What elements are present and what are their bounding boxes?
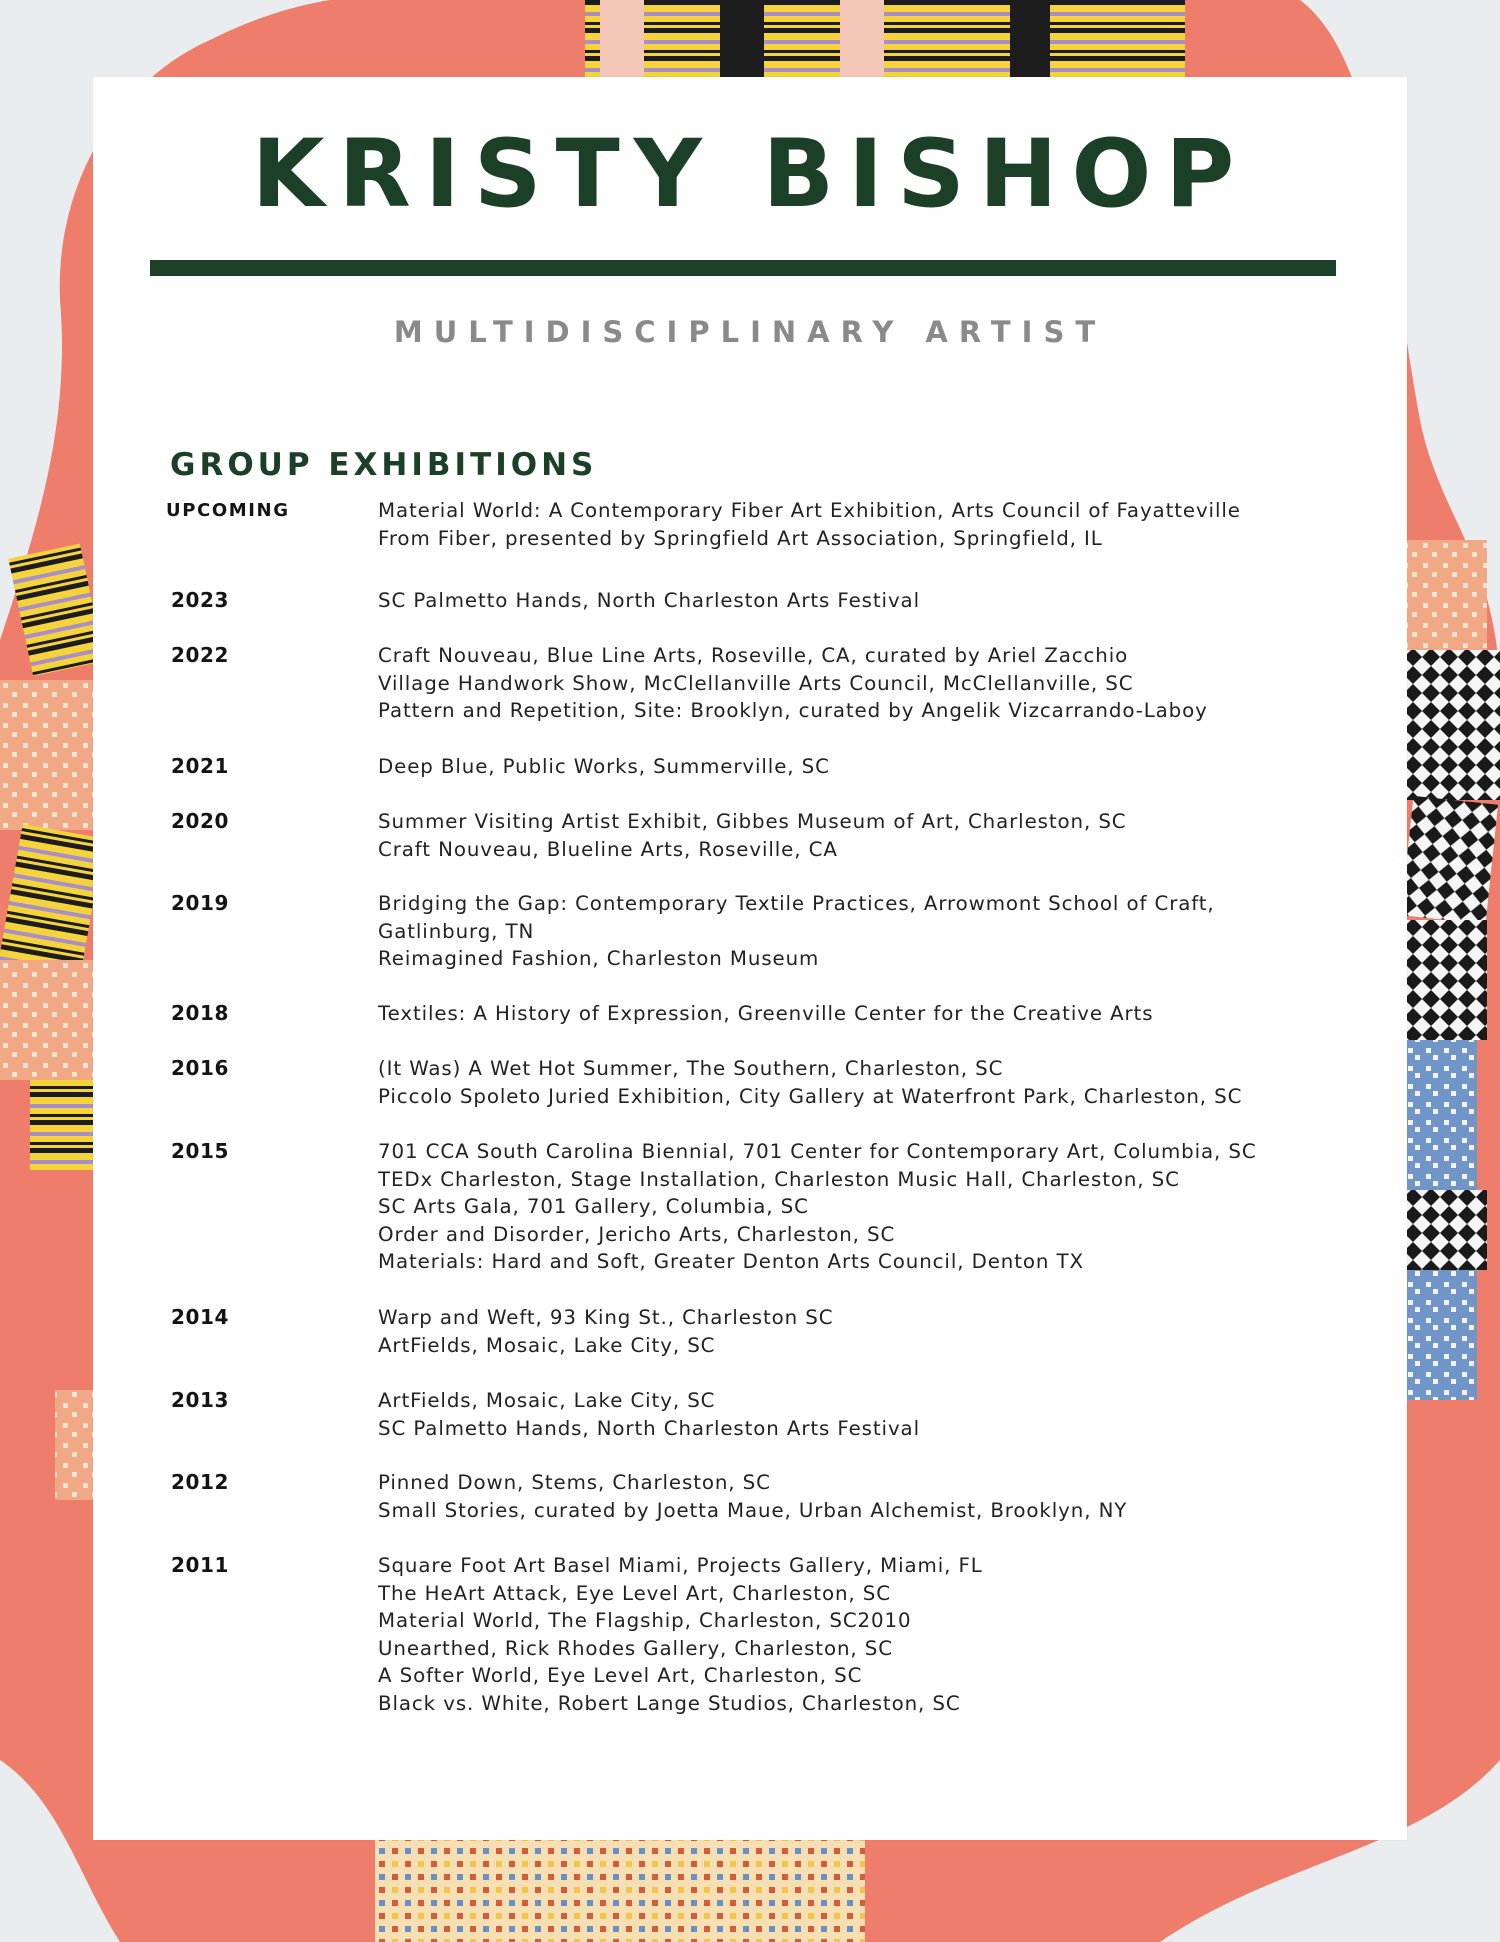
exhibition-entry: Summer Visiting Artist Exhibit, Gibbes Museum of Art, Charleston, SC <box>378 810 1127 833</box>
exhibition-group-2019 <box>378 890 1278 973</box>
exhibition-group-2023 <box>378 587 1278 615</box>
exhibition-group-2011 <box>378 1552 1278 1718</box>
exhibition-entry: Small Stories, curated by Joetta Maue, Urban Alchemist, Brooklyn, NY <box>378 1498 1128 1522</box>
section-title-group-exhibitions: GROUP EXHIBITIONS <box>170 447 598 483</box>
exhibition-entry: Order and Disorder, Jericho Arts, Charleston, SC <box>378 1222 896 1246</box>
exhibition-group-2016 <box>378 1055 1278 1110</box>
exhibition-entry: Textiles: A History of Expression, Greenville Center for the Creative Arts <box>378 1002 1154 1025</box>
exhibition-entry: From Fiber, presented by Springfield Art Association, Springfield, IL <box>378 526 1103 550</box>
bottom-weaving <box>375 1840 865 1942</box>
year-label-2013: 2013 <box>171 1388 230 1412</box>
exhibition-entry: The HeArt Attack, Eye Level Art, Charleston, SC <box>378 1581 891 1605</box>
exhibition-entry: Craft Nouveau, Blue Line Arts, Roseville, CA, curated by Ariel Zacchio <box>378 644 1129 667</box>
year-label-2016: 2016 <box>171 1056 230 1080</box>
year-label-2018: 2018 <box>171 1001 230 1025</box>
exhibition-entry: Material World, The Flagship, Charleston, SC2010 <box>378 1609 912 1633</box>
exhibition-group-2012 <box>378 1469 1278 1524</box>
exhibition-entry: 701 CCA South Carolina Biennial, 701 Center for Contemporary Art, Columbia, SC <box>378 1140 1257 1163</box>
year-label-2012: 2012 <box>171 1470 230 1494</box>
exhibition-entry: ArtFields, Mosaic, Lake City, SC <box>378 1333 716 1357</box>
top-weaving <box>585 0 1185 82</box>
artist-subtitle: MULTIDISCIPLINARY ARTIST <box>393 315 1107 349</box>
exhibition-group-2013 <box>378 1387 1278 1442</box>
year-label-2020: 2020 <box>171 809 230 833</box>
exhibition-entry: SC Palmetto Hands, North Charleston Arts Festival <box>378 1416 920 1440</box>
year-label-2015: 2015 <box>171 1139 230 1163</box>
exhibition-group-2022 <box>378 642 1278 725</box>
year-label-2021: 2021 <box>171 754 230 778</box>
year-label-2014: 2014 <box>171 1305 230 1329</box>
exhibition-entry: Pattern and Repetition, Site: Brooklyn, curated by Angelik Vizcarrando-Laboy <box>378 699 1208 723</box>
exhibition-entry: Deep Blue, Public Works, Summerville, SC <box>378 755 830 778</box>
year-label-2019: 2019 <box>171 891 230 915</box>
exhibition-entry: Material World: A Contemporary Fiber Art Exhibition, Arts Council of Fayatteville <box>378 499 1241 522</box>
title-divider <box>150 260 1336 276</box>
exhibition-entry: SC Arts Gala, 701 Gallery, Columbia, SC <box>378 1195 809 1219</box>
exhibition-group-upcoming <box>378 497 1278 552</box>
exhibition-entry: TEDx Charleston, Stage Installation, Charleston Music Hall, Charleston, SC <box>378 1167 1180 1191</box>
exhibition-entry: A Softer World, Eye Level Art, Charleston, SC <box>378 1664 863 1688</box>
exhibition-entry: Village Handwork Show, McClellanville Arts Council, McClellanville, SC <box>378 671 1134 695</box>
year-label-2011: 2011 <box>171 1553 230 1577</box>
year-label-2022: 2022 <box>171 643 230 667</box>
exhibition-entry: SC Palmetto Hands, North Charleston Arts Festival <box>378 589 920 612</box>
exhibition-entry: Craft Nouveau, Blueline Arts, Roseville, CA <box>378 837 838 861</box>
exhibition-group-2015 <box>378 1138 1278 1276</box>
exhibition-group-2021 <box>378 753 1278 781</box>
year-label-upcoming: UPCOMING <box>166 500 290 521</box>
exhibition-entry: Bridging the Gap: Contemporary Textile Practices, Arrowmont School of Craft, Gatlinburg, TN <box>378 892 1215 943</box>
exhibition-entry: Warp and Weft, 93 King St., Charleston SC <box>378 1306 834 1329</box>
exhibition-group-2020 <box>378 808 1278 863</box>
exhibition-entry: Square Foot Art Basel Miami, Projects Gallery, Miami, FL <box>378 1554 983 1577</box>
exhibition-entry: ArtFields, Mosaic, Lake City, SC <box>378 1389 716 1412</box>
exhibition-group-2018 <box>378 1000 1278 1028</box>
exhibition-entry: Piccolo Spoleto Juried Exhibition, City Gallery at Waterfront Park, Charleston, SC <box>378 1084 1243 1108</box>
exhibition-entry: Materials: Hard and Soft, Greater Denton Arts Council, Denton TX <box>378 1250 1084 1274</box>
year-label-2023: 2023 <box>171 588 230 612</box>
exhibition-entry: Pinned Down, Stems, Charleston, SC <box>378 1471 771 1494</box>
exhibition-entry: Unearthed, Rick Rhodes Gallery, Charleston, SC <box>378 1636 893 1660</box>
exhibition-entry: (It Was) A Wet Hot Summer, The Southern, Charleston, SC <box>378 1057 1004 1080</box>
exhibition-entry: Black vs. White, Robert Lange Studios, Charleston, SC <box>378 1691 961 1715</box>
artist-name: KRISTY BISHOP <box>251 120 1249 229</box>
exhibition-entry: Reimagined Fashion, Charleston Museum <box>378 947 820 971</box>
exhibition-group-2014 <box>378 1304 1278 1359</box>
